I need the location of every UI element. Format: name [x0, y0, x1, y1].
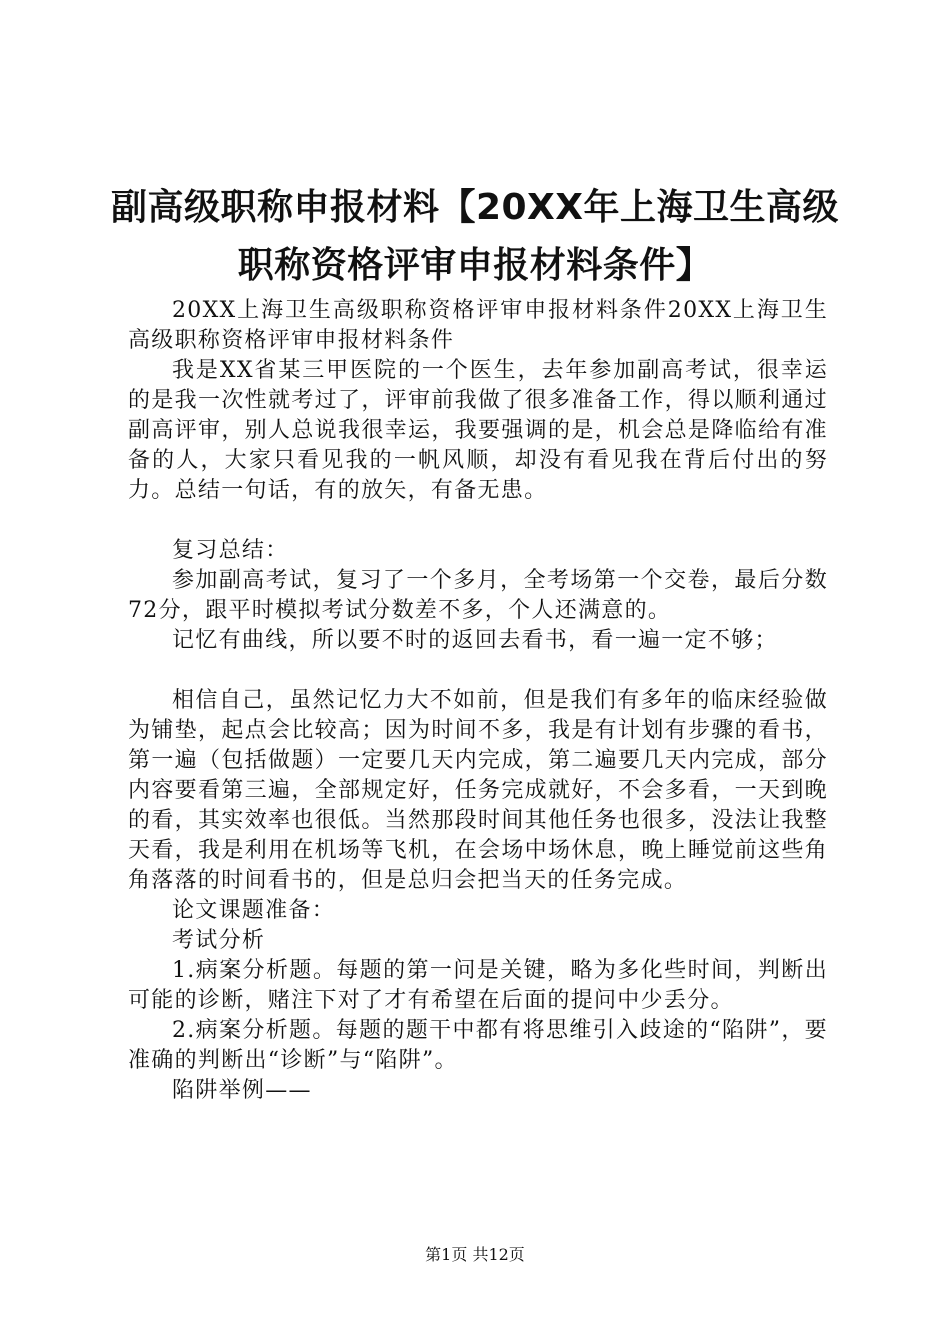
paragraph-exam-result: 参加副高考试，复习了一个多月，全考场第一个交卷，最后分数72分，跟平时模拟考试分数差不多，个人还满意的。: [128, 568, 828, 623]
page-number-footer: 第1页 共12页: [425, 1245, 525, 1264]
paragraph-spacer: [128, 656, 828, 686]
paragraph-intro: 20XX上海卫生高级职称资格评审申报材料条件20XX上海卫生高级职称资格评审申报材料条件: [128, 298, 828, 353]
paragraph-story: 我是XX省某三甲医院的一个医生，去年参加副高考试，很幸运的是我一次性就考过了，评审前我做了很多准备工作，得以顺利通过副高评审，别人总说我很幸运，我要强调的是，机会总是降临给有准备的人，大家只看见我的一帆风顺，却没有看见我在背后付出的努力。总结一句话，有的放矢，有备无患。: [128, 358, 828, 503]
paragraph-memory-curve: 记忆有曲线，所以要不时的返回去看书，看一遍一定不够；: [172, 628, 778, 653]
heading-review-summary: 复习总结：: [172, 538, 289, 563]
paragraph-spacer: [128, 506, 828, 536]
document-body: [128, 296, 828, 1106]
paragraph-study-plan: 相信自己，虽然记忆力大不如前，但是我们有多年的临床经验做为铺垫，起点会比较高；因为时间不多，我是有计划有步骤的看书，第一遍（包括做题）一定要几天内完成，第二遍要几天内完成，部分内容要看第三遍，全部规定好，任务完成就好，不会多看，一天到晚的看，其实效率也很低。当然那段时间其他任务也很多，没法让我整天看，我是利用在机场等飞机，在会场中场休息，晚上睡觉前这些角角落落的时间看书的，但是总归会把当天的任务完成。: [128, 688, 828, 893]
paragraph-case-analysis-2: 2.病案分析题。每题的题干中都有将思维引入歧途的“陷阱”，要准确的判断出“诊断”与“陷阱”。: [128, 1018, 828, 1073]
paragraph-trap-example: 陷阱举例——: [172, 1078, 312, 1103]
document-title-line-1: 副高级职称申报材料【20XX年上海卫生高级: [110, 187, 840, 228]
document-title-line-2: 职称资格评审申报材料条件】: [237, 245, 713, 286]
heading-exam-analysis: 考试分析: [172, 928, 266, 953]
paragraph-case-analysis-1: 1.病案分析题。每题的第一问是关键，略为多化些时间，判断出可能的诊断，赌注下对了才有希望在后面的提问中少丢分。: [128, 958, 828, 1013]
heading-thesis-prep: 论文课题准备：: [172, 898, 336, 923]
